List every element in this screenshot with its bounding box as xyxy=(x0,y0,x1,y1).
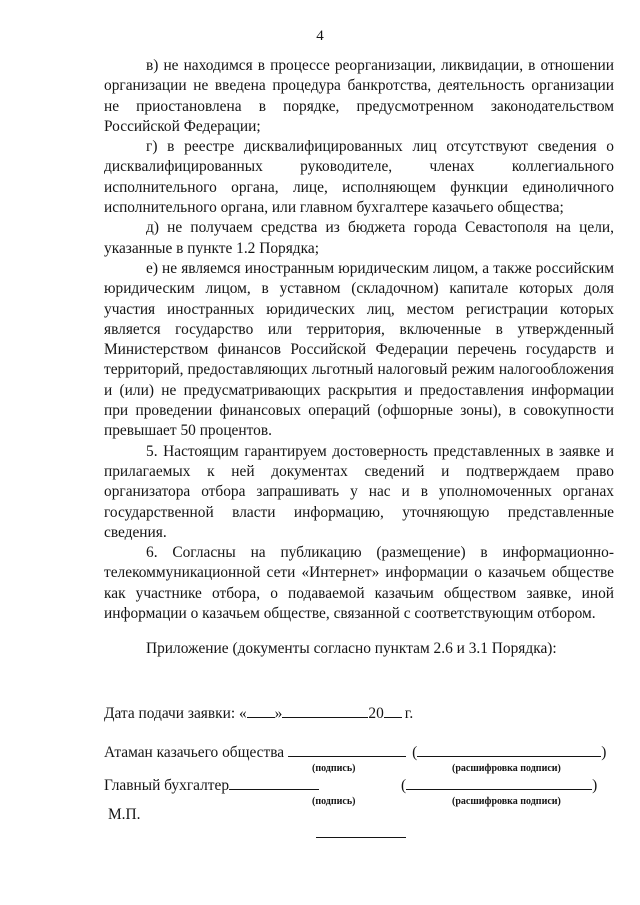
accountant-signature-line[interactable] xyxy=(229,774,319,790)
ataman-label: Атаман казачьего общества xyxy=(104,744,285,761)
paragraph-v: в) не находимся в процессе реорганизации, ликвидации, в отношении организации не введена процедура банкротства, деятельность организации не приостановлена в порядке, предусмотренном законодательством Российской Федерации; xyxy=(104,57,614,135)
stamp-underline xyxy=(316,837,406,838)
accountant-close-paren: ) xyxy=(592,777,598,794)
paragraph-e: е) не являемся иностранным юридическим лицом, а также российским юридическим лицом, в уставном (складочном) капитале которых доля участия иностранных юридических лиц, местом регистрации которых является государство или территория, включенные в утвержденный Министерством финансов Российской Федерации перечень государств и территорий, предоставляющих льготный налоговый режим налогообложения и (или) не предусматривающих раскрытия и предоставления информации при проведении финансовых операций (офшорные зоны), в совокупности превышает 50 процентов. xyxy=(104,259,614,440)
ataman-close-paren: ) xyxy=(601,744,607,761)
date-close-quote: » xyxy=(274,705,283,722)
document-body xyxy=(104,56,614,624)
accountant-row xyxy=(104,774,597,795)
paragraph-6: 6. Согласны на публикацию (размещение) в информационно-телекоммуникационной сети «Интернет» информации о казачьем обществе как участнике отбора, о подаваемой казачьим обществом заявке, иной информации о казачьем обществе, связанной с соответствующим отбором. xyxy=(104,544,614,623)
accountant-open-paren: ( xyxy=(401,777,407,794)
accountant-decoding-line[interactable] xyxy=(406,774,592,790)
page-number: 4 xyxy=(316,28,324,44)
date-month-blank[interactable] xyxy=(282,702,368,718)
stamp-label: М.П. xyxy=(108,806,141,823)
date-label: Дата подачи заявки: « xyxy=(104,705,247,722)
attachment-line: Приложение (документы согласно пунктам 2.6 и 3.1 Порядка): xyxy=(146,640,557,657)
ataman-open-paren: ( xyxy=(412,744,418,761)
ataman-signature-line[interactable] xyxy=(288,741,406,757)
paragraph-g: г) в реестре дисквалифицированных лиц отсутствуют сведения о дисквалифицированных руководителе, членах коллегиального исполнительного органа, лице, исполняющем функции единоличного исполнительного органа, или главном бухгалтере казачьего общества; xyxy=(104,138,614,217)
paragraph-5: 5. Настоящим гарантируем достоверность представленных в заявке и прилагаемых к ней документах сведений и подтверждаем право организатора отбора запрашивать у нас и в уполномоченных органах государственной власти информацию, уточняющую представленные сведения. xyxy=(104,442,614,541)
accountant-label: Главный бухгалтер xyxy=(104,777,230,794)
accountant-sign-caption: (подпись) xyxy=(312,796,356,807)
date-suffix: г. xyxy=(404,705,414,722)
date-year-prefix: 20 xyxy=(368,705,384,722)
date-year-blank[interactable] xyxy=(384,702,402,718)
ataman-decoding-line[interactable] xyxy=(417,741,601,757)
ataman-decode-caption: (расшифровка подписи) xyxy=(452,763,561,774)
submission-date-row xyxy=(104,702,413,723)
paragraph-d: д) не получаем средства из бюджета города Севастополя на цели, указанные в пункте 1.2 Порядка; xyxy=(104,219,614,257)
date-day-blank[interactable] xyxy=(247,702,275,718)
ataman-row xyxy=(104,741,606,762)
accountant-decode-caption: (расшифровка подписи) xyxy=(452,796,561,807)
ataman-sign-caption: (подпись) xyxy=(312,763,356,774)
